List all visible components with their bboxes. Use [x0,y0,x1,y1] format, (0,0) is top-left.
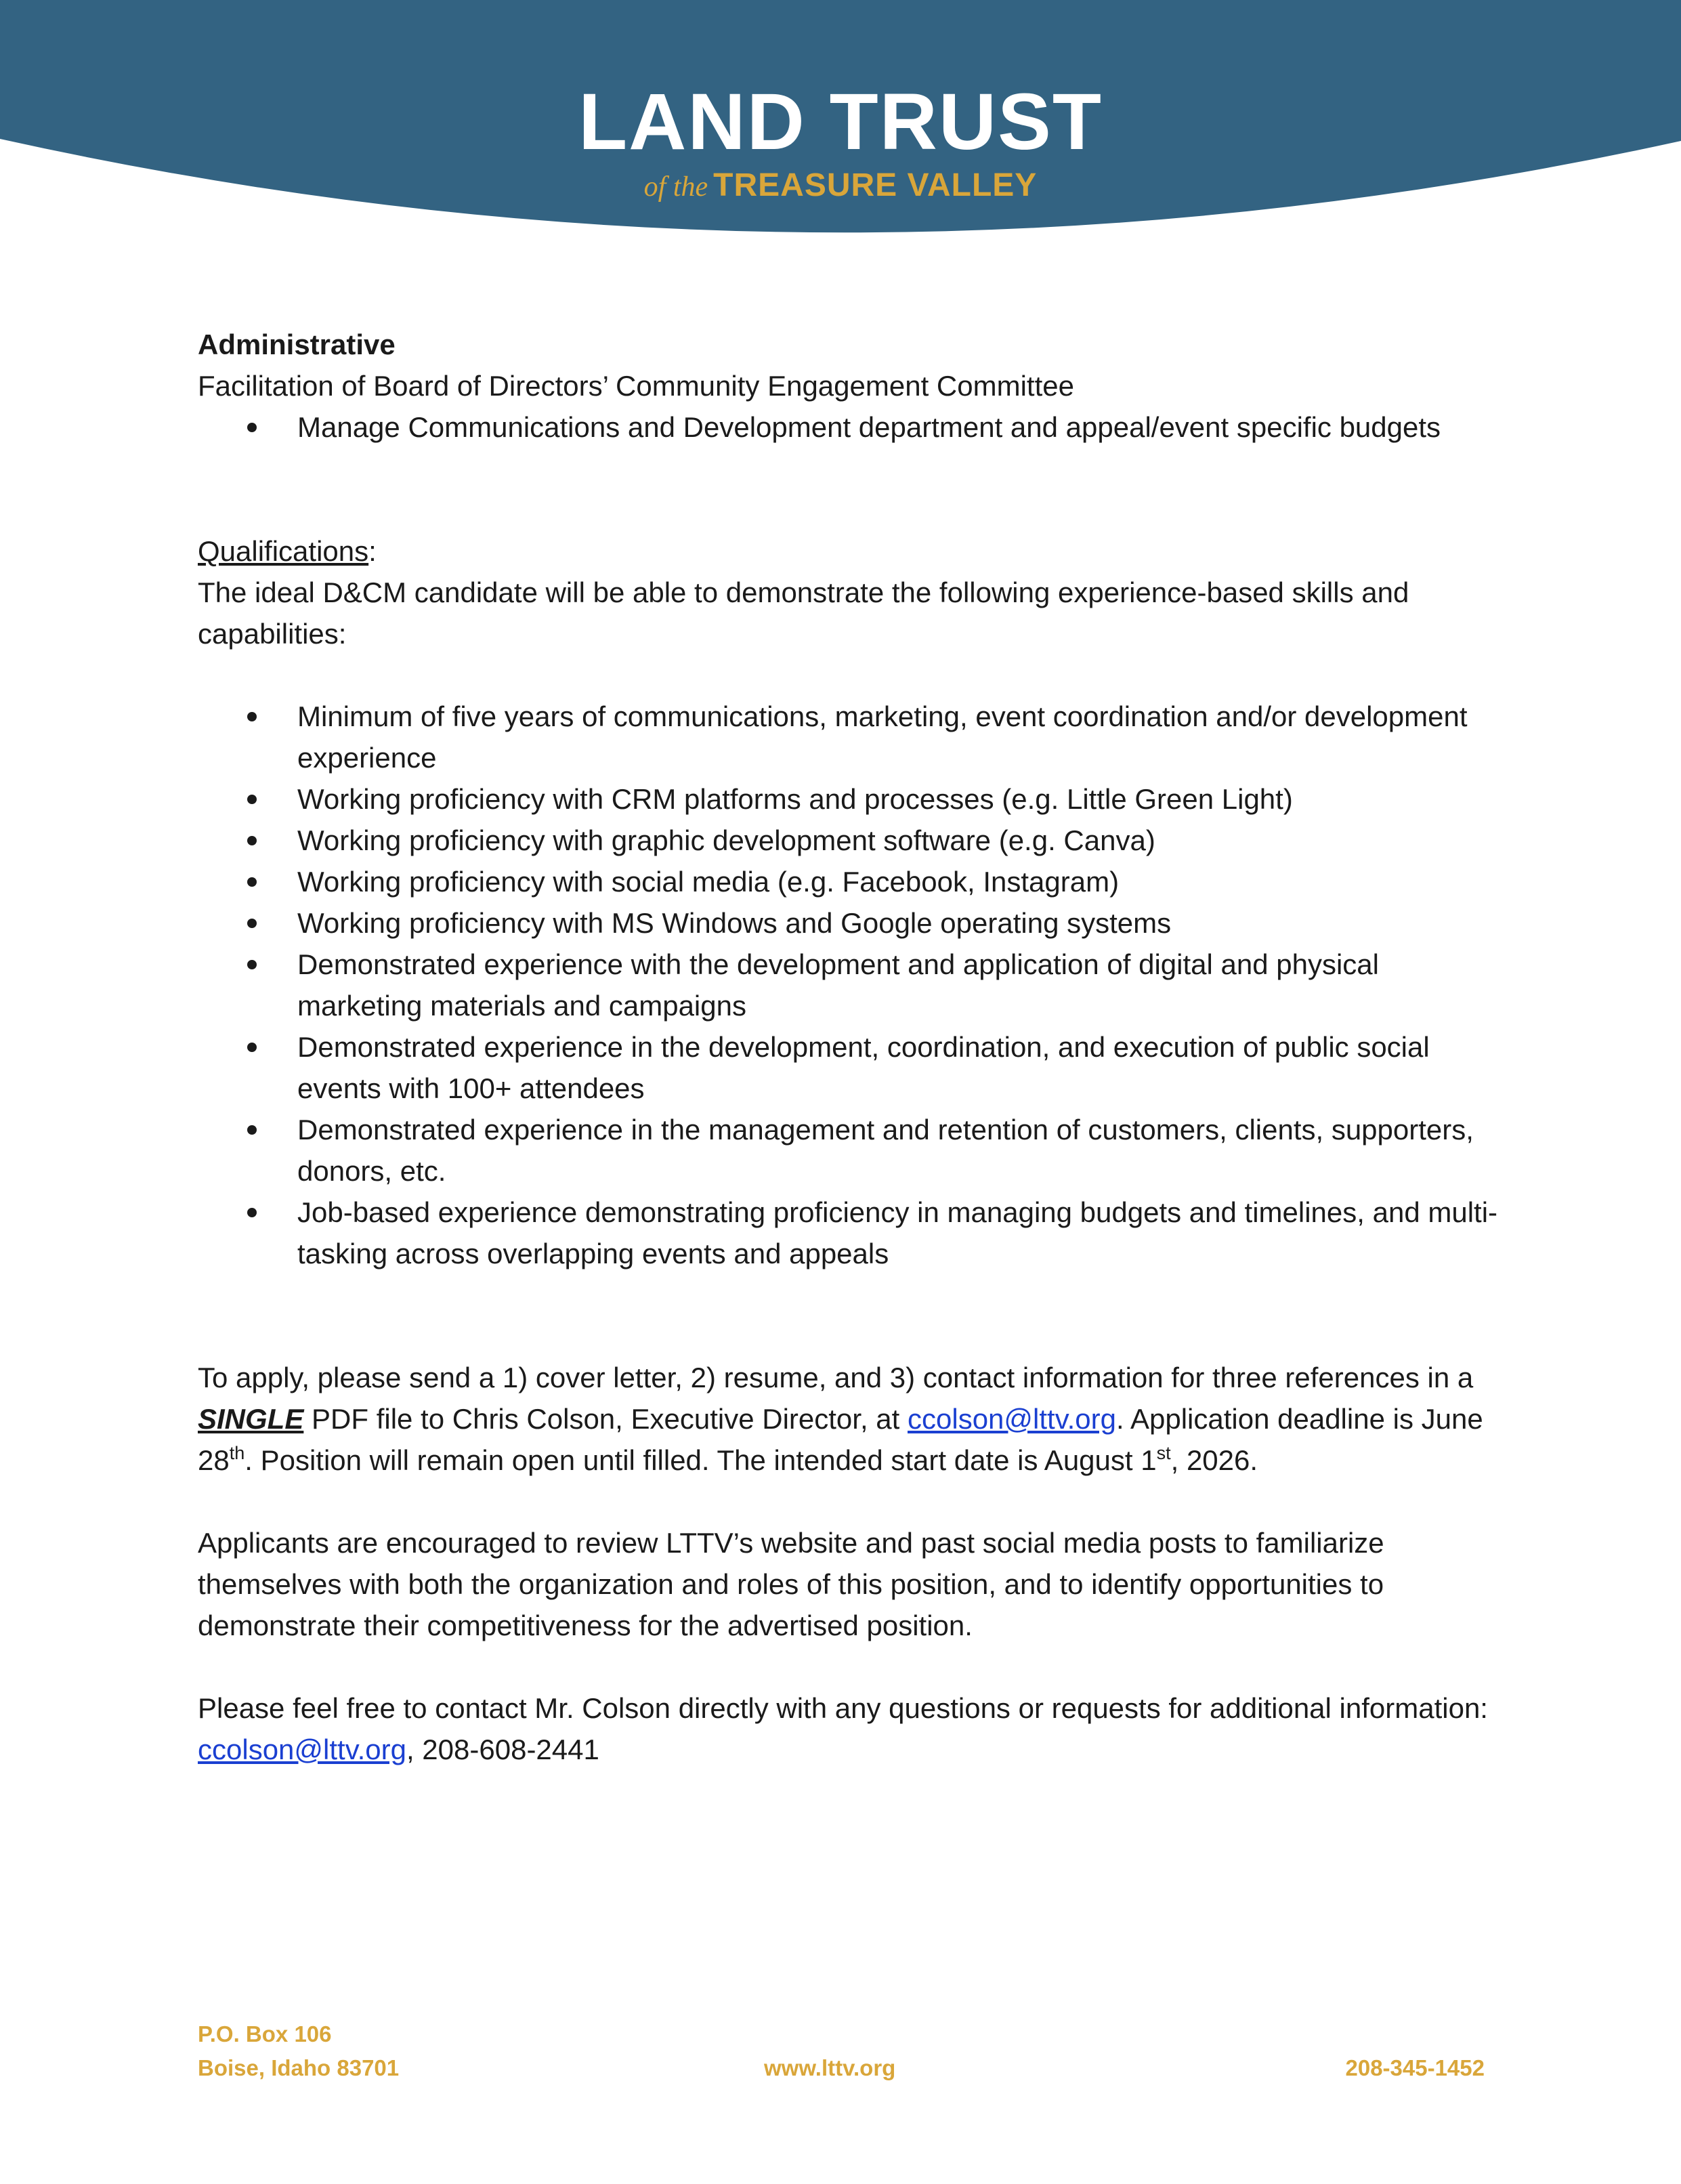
encourage-paragraph: Applicants are encouraged to review LTTV’s website and past social media posts to familiarize themselves with both the organization and roles of this position, and to identify opportunities to demonstrate their competitiveness for the advertised position. [198,1527,1384,1641]
contact-text-1: Please feel free to contact Mr. Colson directly with any questions or requests for additional information: [198,1692,1488,1724]
footer-po-box: P.O. Box 106 [198,2021,332,2046]
logo-treasure-valley: TREASURE VALLEY [713,167,1038,203]
qualifications-heading-text: Qualifications [198,535,369,567]
apply-text-2: PDF file to Chris Colson, Executive Director, at [303,1403,908,1435]
list-item: Manage Communications and Development department and appeal/event specific budgets [297,406,1505,448]
list-item: Working proficiency with graphic development software (e.g. Canva) [297,820,1505,861]
footer-website[interactable]: www.lttv.org [764,2055,896,2080]
administrative-bullets [198,406,1505,448]
logo-of-the: of the [643,171,708,203]
footer-phone: 208-345-1452 [1345,2055,1485,2080]
single-emphasis: SINGLE [198,1403,304,1435]
list-item: Minimum of five years of communications, marketing, event coordination and/or development experience [297,696,1505,778]
list-item: Demonstrated experience with the development and application of digital and physical marketing materials and campaigns [297,944,1505,1026]
administrative-line: Facilitation of Board of Directors’ Community Engagement Committee [198,370,1074,402]
qualifications-heading [198,530,1505,572]
qualifications-heading-colon: : [368,535,377,567]
logo-title: LAND TRUST [578,77,1103,167]
contact-paragraph [198,1687,1505,1770]
qualifications-intro: The ideal D&CM candidate will be able to demonstrate the following experience-based skills and capabilities: [198,576,1409,650]
document-body [198,324,1505,1770]
administrative-heading: Administrative [198,329,396,360]
apply-paragraph [198,1357,1505,1481]
superscript-st: st [1156,1443,1171,1463]
list-item: Job-based experience demonstrating proficiency in managing budgets and timelines, and multi-tasking across overlapping events and appeals [297,1192,1505,1274]
apply-text-1: To apply, please send a 1) cover letter, 2) resume, and 3) contact information for three references in a [198,1362,1474,1393]
logo [0,77,1681,207]
contact-text-2: , 208-608-2441 [406,1734,599,1765]
footer-city: Boise, Idaho 83701 [198,2055,400,2080]
list-item: Working proficiency with CRM platforms and processes (e.g. Little Green Light) [297,778,1505,820]
footer-address [198,2017,399,2085]
apply-text-4: . Position will remain open until filled. The intended start date is August 1 [244,1444,1157,1476]
contact-email-link[interactable]: ccolson@lttv.org [198,1734,406,1765]
logo-subtitle [0,165,1681,207]
list-item: Demonstrated experience in the management and retention of customers, clients, supporters, donors, etc. [297,1109,1505,1192]
list-item: Demonstrated experience in the development, coordination, and execution of public social events with 100+ attendees [297,1026,1505,1109]
list-item: Working proficiency with social media (e.g. Facebook, Instagram) [297,861,1505,902]
qualifications-bullets [198,696,1505,1274]
apply-text-3: . Application deadline is June 28 [198,1403,1483,1476]
superscript-th: th [229,1443,245,1463]
apply-text-5: , 2026. [1170,1444,1258,1476]
apply-email-link[interactable]: ccolson@lttv.org [908,1403,1116,1435]
list-item: Working proficiency with MS Windows and Google operating systems [297,902,1505,944]
